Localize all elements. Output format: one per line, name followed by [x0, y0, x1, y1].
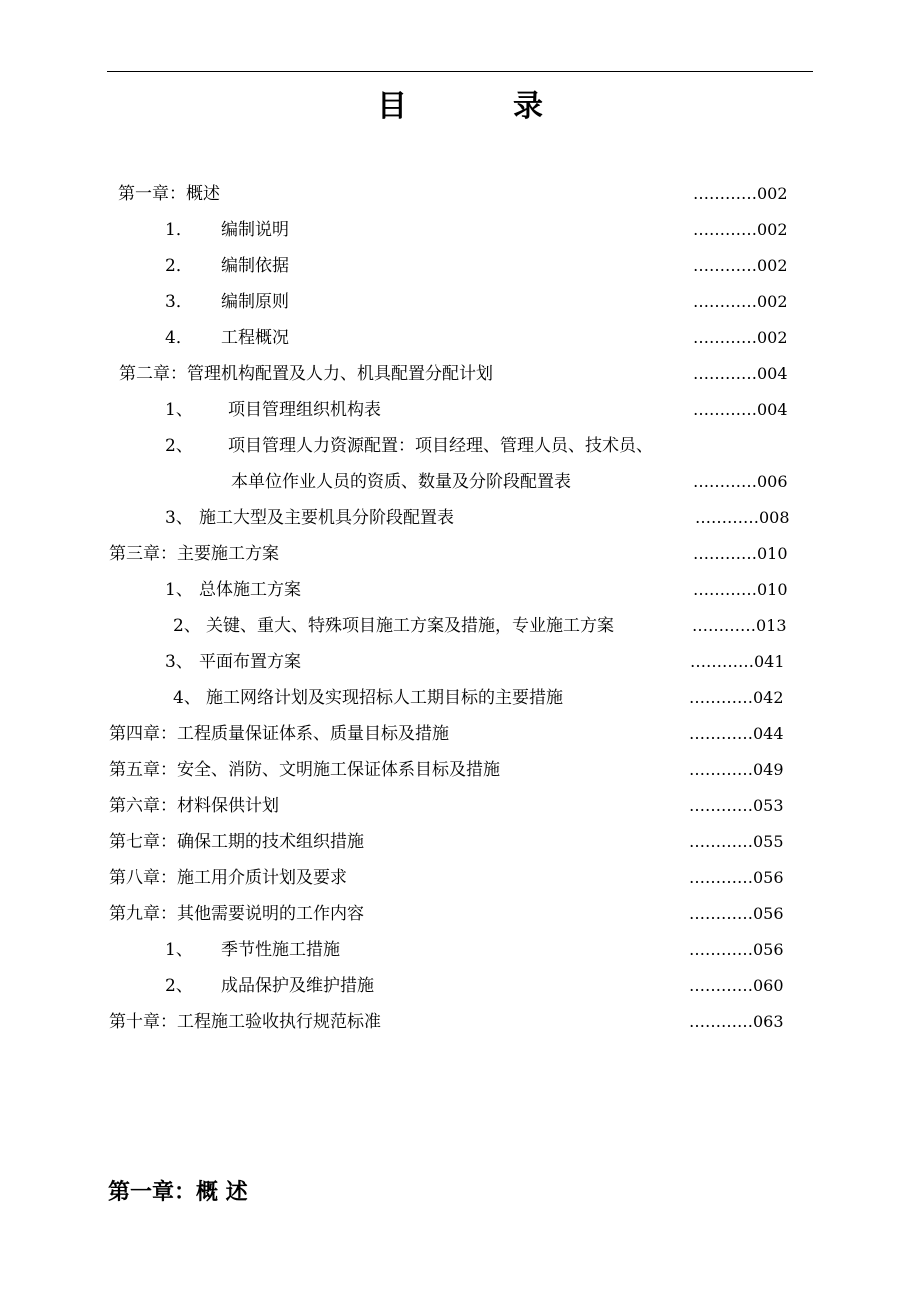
toc-entry-number: 2、	[173, 616, 201, 636]
toc-entry-page: …………002	[693, 184, 788, 203]
toc-entry-text: 编制说明	[221, 220, 289, 240]
toc-entry[interactable]	[0, 431, 920, 461]
toc-entry-chapter-7[interactable]	[0, 827, 920, 857]
toc-entry-page: …………004	[693, 364, 788, 383]
toc-entry-chapter-5[interactable]	[0, 755, 920, 785]
toc-entry[interactable]	[0, 323, 920, 353]
toc-entry-number: 3．	[165, 292, 193, 312]
toc-entry-page: …………056	[689, 868, 784, 887]
toc-entry[interactable]	[0, 503, 920, 533]
toc-entry-text: 成品保护及维护措施	[221, 976, 374, 996]
toc-entry[interactable]	[0, 683, 920, 713]
toc-entry-page: …………063	[689, 1012, 784, 1031]
toc-entry-page: …………060	[689, 976, 784, 995]
toc-entry-text: 工程概况	[221, 328, 289, 348]
toc-entry-number: 3、	[165, 508, 193, 528]
toc-entry-page: …………041	[690, 652, 785, 671]
toc-entry-text: 第十章：工程施工验收执行规范标准	[109, 1012, 381, 1032]
toc-entry-page: …………013	[692, 616, 787, 635]
toc-entry[interactable]	[0, 647, 920, 677]
toc-entry-text: 第三章：主要施工方案	[109, 544, 279, 564]
toc-entry-text: 施工大型及主要机具分阶段配置表	[199, 508, 454, 528]
toc-entry-text: 关键、重大、特殊项目施工方案及措施，专业施工方案	[206, 616, 614, 636]
toc-entry[interactable]	[0, 575, 920, 605]
toc-entry[interactable]	[0, 971, 920, 1001]
toc-entry-text: 项目管理人力资源配置：项目经理、管理人员、技术员、	[228, 436, 653, 456]
toc-entry-number: 1．	[165, 220, 193, 240]
toc-entry-chapter-1[interactable]	[0, 179, 920, 209]
toc-entry-text: 项目管理组织机构表	[228, 400, 381, 420]
toc-title: 目 录	[377, 89, 581, 124]
chapter-1-heading: 第一章：概 述	[108, 1179, 248, 1205]
toc-entry-text: 第四章：工程质量保证体系、质量目标及措施	[109, 724, 449, 744]
toc-entry-chapter-8[interactable]	[0, 863, 920, 893]
toc-entry-text: 本单位作业人员的资质、数量及分阶段配置表	[231, 472, 571, 492]
toc-entry-chapter-3[interactable]	[0, 539, 920, 569]
toc-entry-page: …………053	[689, 796, 784, 815]
toc-entry-number: 4．	[165, 328, 193, 348]
toc-entry-number: 3、	[165, 652, 193, 672]
toc-entry-page: …………004	[693, 400, 788, 419]
toc-entry-chapter-10[interactable]	[0, 1007, 920, 1037]
toc-entry-number: 1、	[165, 940, 193, 960]
toc-entry-number: 2．	[165, 256, 193, 276]
toc-entry-continuation[interactable]	[0, 467, 920, 497]
toc-entry-page: …………008	[695, 508, 790, 527]
toc-entry-chapter-9[interactable]	[0, 899, 920, 929]
toc-entry-chapter-6[interactable]	[0, 791, 920, 821]
toc-entry[interactable]	[0, 287, 920, 317]
toc-entry-page: …………002	[693, 220, 788, 239]
toc-entry-number: 1、	[165, 580, 193, 600]
toc-entry-text: 平面布置方案	[199, 652, 301, 672]
toc-entry-number: 2、	[165, 436, 193, 456]
toc-entry-page: …………006	[693, 472, 788, 491]
toc-entry-number: 2、	[165, 976, 193, 996]
toc-entry-text: 总体施工方案	[199, 580, 301, 600]
toc-entry[interactable]	[0, 611, 920, 641]
toc-entry[interactable]	[0, 215, 920, 245]
toc-entry-page: …………010	[693, 580, 788, 599]
toc-entry-chapter-4[interactable]	[0, 719, 920, 749]
toc-entry-number: 1、	[165, 400, 193, 420]
toc-entry-text: 第八章：施工用介质计划及要求	[109, 868, 347, 888]
toc-entry-page: …………002	[693, 292, 788, 311]
toc-entry-text: 季节性施工措施	[221, 940, 340, 960]
toc-entry-text: 第六章：材料保供计划	[109, 796, 279, 816]
toc-entry-page: …………002	[693, 256, 788, 275]
toc-entry-number: 4、	[173, 688, 201, 708]
toc-entry-text: 编制依据	[221, 256, 289, 276]
toc-entry-page: …………056	[689, 940, 784, 959]
toc-entry[interactable]	[0, 251, 920, 281]
toc-entry[interactable]	[0, 395, 920, 425]
toc-entry-page: …………042	[689, 688, 784, 707]
toc-entry-page: …………049	[689, 760, 784, 779]
toc-entry-page: …………055	[689, 832, 784, 851]
toc-entry-page: …………044	[689, 724, 784, 743]
toc-entry-text: 施工网络计划及实现招标人工期目标的主要措施	[206, 688, 563, 708]
toc-entry[interactable]	[0, 935, 920, 965]
toc-entry-chapter-2[interactable]	[0, 359, 920, 389]
toc-entry-text: 编制原则	[221, 292, 289, 312]
toc-entry-text: 第七章：确保工期的技术组织措施	[109, 832, 364, 852]
toc-entry-text: 第五章：安全、消防、文明施工保证体系目标及措施	[109, 760, 500, 780]
toc-entry-page: …………056	[689, 904, 784, 923]
toc-entry-text: 第二章：管理机构配置及人力、机具配置分配计划	[119, 364, 493, 384]
toc-entry-text: 第一章：概述	[118, 184, 220, 204]
toc-entry-text: 第九章：其他需要说明的工作内容	[109, 904, 364, 924]
toc-entry-page: …………002	[693, 328, 788, 347]
toc-entry-page: …………010	[693, 544, 788, 563]
